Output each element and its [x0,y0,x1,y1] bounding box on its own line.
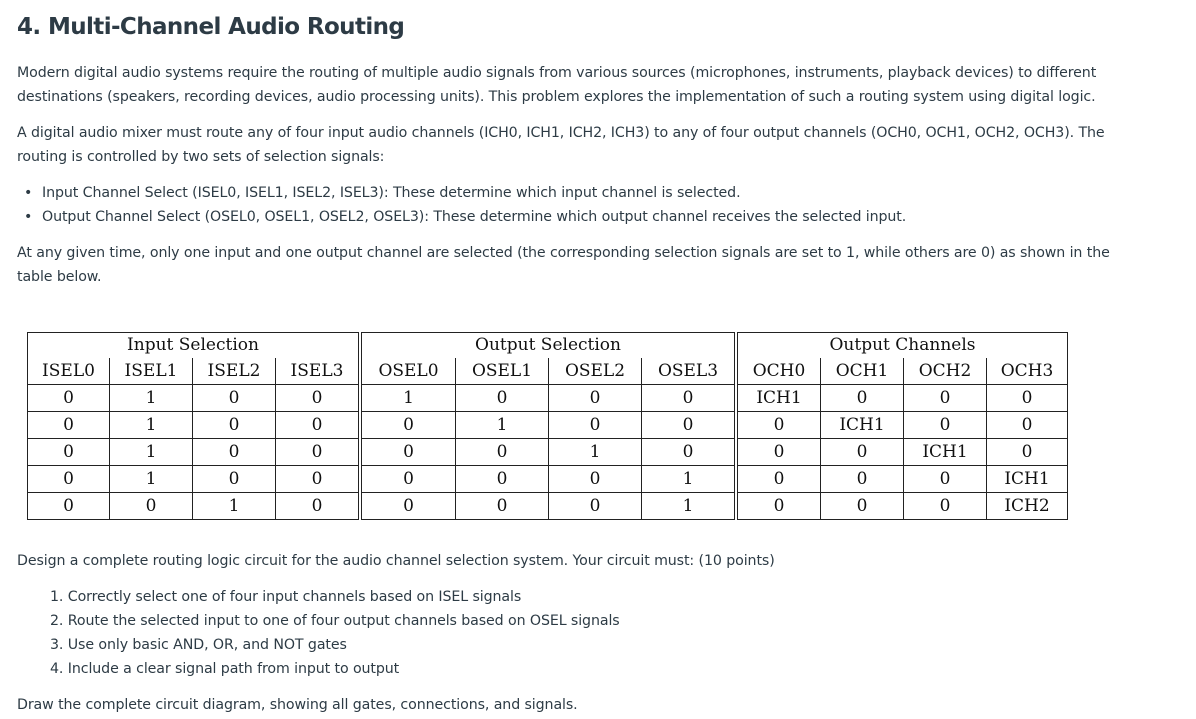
table-cell: ICH1 [987,466,1068,493]
table-cell: 0 [904,385,987,412]
table-cell: 1 [110,466,193,493]
table-cell: 0 [821,439,904,466]
column-header: OSEL0 [360,358,456,385]
column-header: ISEL1 [110,358,193,385]
list-text: Route the selected input to one of four output channels based on OSEL signals [67,613,620,629]
table-row [28,412,1068,439]
table-cell: 0 [28,385,110,412]
list-text: Include a clear signal path from input to output [67,661,400,677]
table-cell: 0 [821,493,904,520]
column-header: OCH3 [987,358,1068,385]
list-item: • Output Channel Select (OSEL0, OSEL1, OSEL2, OSEL3): These determine which output channel receives the selected input. [17,205,906,229]
table-cell: 0 [276,466,361,493]
table-cell: 0 [456,493,549,520]
table-cell: 1 [642,493,737,520]
design-prompt: Design a complete routing logic circuit for the audio channel selection system. Your circuit must: (10 points) [17,553,775,569]
closing-instruction: Draw the complete circuit diagram, showing all gates, connections, and signals. [17,697,578,713]
list-item [50,585,620,609]
table-cell: 0 [642,439,737,466]
list-number: 4. [50,661,64,677]
table-cell: 0 [642,385,737,412]
column-header: OSEL3 [642,358,737,385]
table-cell: 0 [987,412,1068,439]
table-cell: 0 [904,412,987,439]
table-cell: 0 [456,385,549,412]
list-text: Correctly select one of four input channels based on ISEL signals [67,589,522,605]
table-cell: 1 [193,493,276,520]
table-cell: 1 [110,385,193,412]
list-number: 2. [50,613,64,629]
table-cell: ICH2 [987,493,1068,520]
mixer-description: A digital audio mixer must route any of four input audio channels (ICH0, ICH1, ICH2, ICH3) to any of four output channels (OCH0, OCH1, OCH2, OCH3). The routing is controlled by two sets of selection signals: [17,125,1105,165]
routing-table-wrapper [27,332,1068,520]
column-header: OCH2 [904,358,987,385]
table-cell: 0 [360,412,456,439]
table-cell: 0 [642,412,737,439]
table-row [28,385,1068,412]
column-header: ISEL0 [28,358,110,385]
table-cell: 0 [736,439,821,466]
table-cell: 0 [28,439,110,466]
table-cell: 0 [193,412,276,439]
column-header: OSEL2 [549,358,642,385]
table-cell: 0 [276,439,361,466]
column-header: ISEL3 [276,358,361,385]
table-cell: 0 [360,466,456,493]
list-text: Use only basic AND, OR, and NOT gates [67,637,347,653]
table-cell: 0 [549,493,642,520]
table-cell: 0 [904,493,987,520]
list-number: 1. [50,589,64,605]
table-cell: 0 [987,439,1068,466]
table-cell: 0 [193,439,276,466]
table-cell: 0 [28,412,110,439]
table-cell: 0 [736,493,821,520]
column-header: ISEL2 [193,358,276,385]
list-number: 3. [50,637,64,653]
table-cell: 0 [110,493,193,520]
table-cell: 0 [276,412,361,439]
routing-table [27,332,1068,520]
table-cell: 0 [736,412,821,439]
table-cell: 1 [456,412,549,439]
table-cell: 1 [110,412,193,439]
group-header-output-channels: Output Channels [736,333,1068,359]
table-cell: 1 [549,439,642,466]
group-header-output-selection: Output Selection [360,333,736,359]
table-cell: 1 [110,439,193,466]
table-cell: 0 [456,439,549,466]
table-cell: ICH1 [904,439,987,466]
table-cell: 0 [360,439,456,466]
table-row [28,439,1068,466]
table-cell: 0 [360,493,456,520]
group-header-input-selection: Input Selection [28,333,361,359]
table-row [28,493,1068,520]
table-cell: 0 [276,493,361,520]
table-cell: ICH1 [736,385,821,412]
column-header: OCH0 [736,358,821,385]
table-cell: 0 [549,385,642,412]
requirements-list [50,585,620,681]
list-item [50,609,620,633]
problem-title: 4. Multi-Channel Audio Routing [17,14,405,40]
table-cell: 0 [821,385,904,412]
table-row [28,466,1068,493]
column-header: OSEL1 [456,358,549,385]
table-cell: 0 [193,385,276,412]
selection-signal-list [17,181,906,229]
intro-paragraph: Modern digital audio systems require the routing of multiple audio signals from various sources (microphones, instruments, playback devices) to different destinations (speakers, recording devices, audio processing units). This problem explores the implementation of such a routing system using digital logic. [17,65,1097,105]
table-cell: 0 [276,385,361,412]
table-cell: 0 [987,385,1068,412]
table-cell: 0 [549,412,642,439]
table-cell: 0 [193,466,276,493]
constraint-paragraph: At any given time, only one input and one output channel are selected (the corresponding selection signals are set to 1, while others are 0) as shown in the table below. [17,245,1110,285]
table-cell: 0 [904,466,987,493]
table-cell: 0 [821,466,904,493]
list-item [50,633,620,657]
table-cell: 0 [28,466,110,493]
column-header: OCH1 [821,358,904,385]
table-cell: ICH1 [821,412,904,439]
list-item: • Input Channel Select (ISEL0, ISEL1, ISEL2, ISEL3): These determine which input channel is selected. [17,181,906,205]
table-cell: 0 [456,466,549,493]
table-cell: 0 [549,466,642,493]
table-cell: 0 [28,493,110,520]
table-cell: 0 [736,466,821,493]
list-item [50,657,620,681]
table-cell: 1 [642,466,737,493]
table-cell: 1 [360,385,456,412]
